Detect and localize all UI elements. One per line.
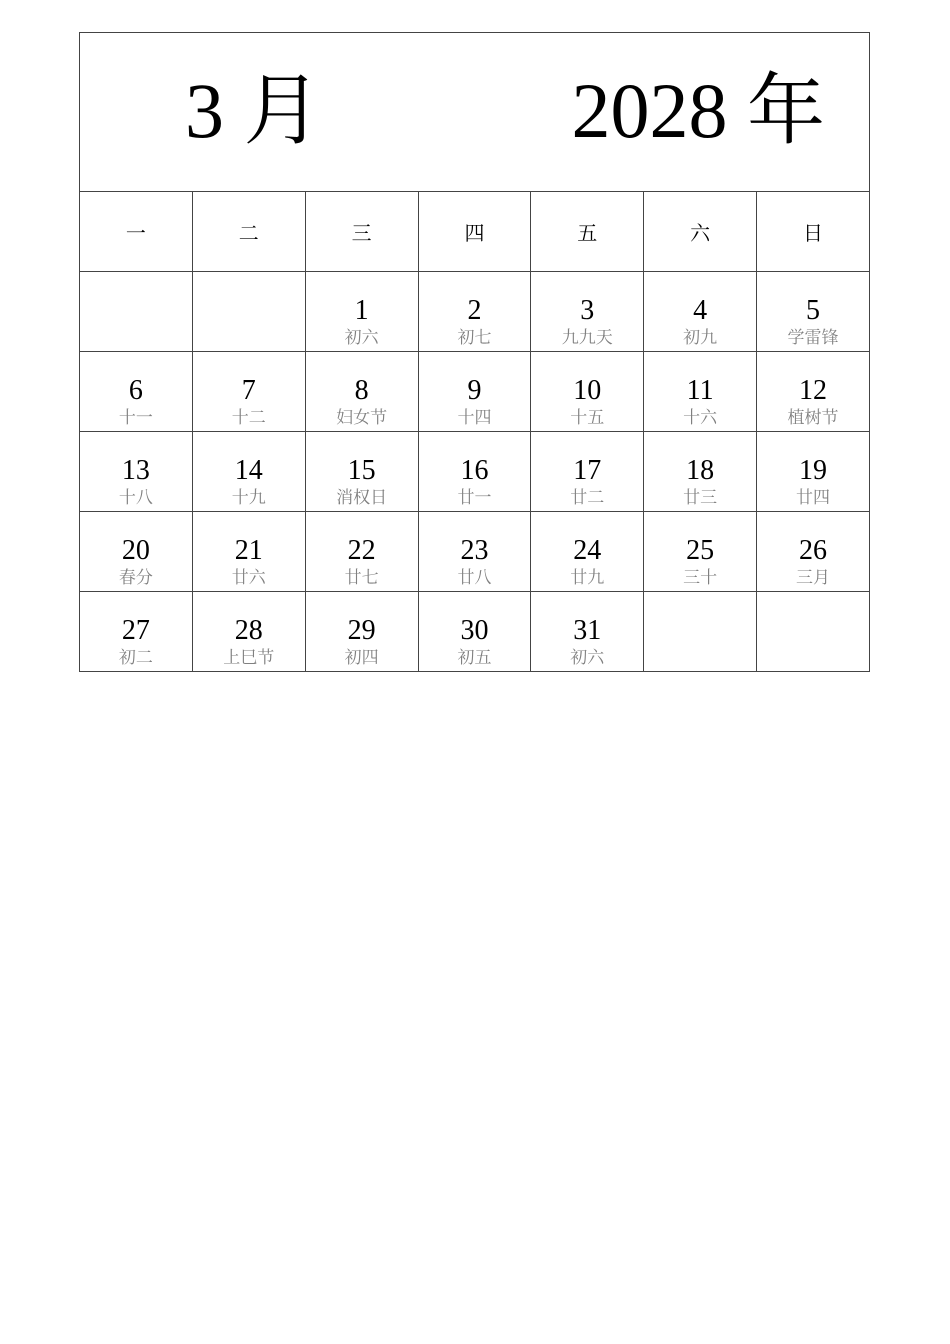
day-number: 30 [460, 615, 489, 646]
day-number: 11 [686, 375, 714, 406]
day-cell [418, 272, 531, 352]
day-number: 24 [573, 535, 602, 566]
day-number: 1 [354, 295, 369, 326]
day-number: 20 [121, 535, 150, 566]
weekday-mon: 一 [80, 192, 193, 272]
day-cell [305, 432, 418, 512]
day-number: 9 [467, 375, 482, 406]
day-cell [644, 272, 757, 352]
calendar-table [79, 32, 870, 672]
weekday-fri: 五 [531, 192, 644, 272]
lunar-date: 十一 [118, 408, 153, 428]
day-cell [644, 592, 757, 672]
lunar-date: 廿四 [796, 488, 831, 508]
day-cell [80, 512, 193, 592]
weekday-tue: 二 [192, 192, 305, 272]
day-cell [192, 432, 305, 512]
day-cell [644, 352, 757, 432]
day-cell [757, 592, 870, 672]
lunar-date: 十八 [118, 488, 153, 508]
day-cell [531, 272, 644, 352]
calendar-title [80, 33, 870, 192]
week-row [80, 592, 870, 672]
lunar-date: 初四 [344, 648, 379, 668]
day-number: 2 [467, 295, 482, 326]
day-cell [531, 432, 644, 512]
lunar-date: 廿一 [457, 488, 492, 508]
day-number: 14 [234, 455, 263, 486]
lunar-date: 九九天 [561, 328, 613, 348]
day-cell [757, 352, 870, 432]
day-number: 12 [799, 375, 828, 406]
weekday-header-row [80, 192, 870, 272]
day-cell [418, 512, 531, 592]
day-number: 21 [234, 535, 263, 566]
weekday-sat: 六 [644, 192, 757, 272]
lunar-date: 廿三 [683, 488, 718, 508]
day-number: 5 [806, 295, 821, 326]
day-cell [80, 272, 193, 352]
lunar-date: 廿九 [570, 568, 605, 588]
lunar-date: 初六 [570, 648, 605, 668]
day-number: 26 [799, 535, 828, 566]
month-label: 3 月 [185, 67, 322, 154]
day-cell [80, 432, 193, 512]
lunar-date: 十九 [231, 488, 266, 508]
week-row [80, 432, 870, 512]
day-number: 19 [799, 455, 828, 486]
day-cell [757, 512, 870, 592]
day-number: 17 [573, 455, 602, 486]
weekday-sun: 日 [757, 192, 870, 272]
lunar-date: 三月 [796, 568, 831, 588]
lunar-date: 十四 [457, 408, 492, 428]
lunar-date: 廿六 [231, 568, 266, 588]
day-number: 10 [573, 375, 602, 406]
day-number: 6 [128, 375, 143, 406]
day-cell [644, 432, 757, 512]
day-cell [192, 352, 305, 432]
lunar-date: 植树节 [787, 408, 839, 428]
day-number: 3 [580, 295, 595, 326]
day-number: 8 [354, 375, 369, 406]
day-number: 27 [121, 615, 150, 646]
day-cell [192, 512, 305, 592]
day-cell [531, 352, 644, 432]
year-label: 2028 年 [571, 67, 825, 154]
lunar-date: 消权日 [336, 488, 388, 508]
day-number: 29 [347, 615, 376, 646]
day-cell [757, 272, 870, 352]
day-number: 25 [686, 535, 715, 566]
lunar-date: 学雷锋 [787, 328, 839, 348]
week-row [80, 512, 870, 592]
day-cell [80, 592, 193, 672]
lunar-date: 初九 [683, 328, 718, 348]
day-cell [418, 592, 531, 672]
day-cell [80, 352, 193, 432]
day-cell [305, 592, 418, 672]
lunar-date: 十五 [570, 408, 605, 428]
day-cell [757, 432, 870, 512]
lunar-date: 廿二 [570, 488, 605, 508]
day-number: 16 [460, 455, 489, 486]
day-number: 22 [347, 535, 376, 566]
lunar-date: 初七 [457, 328, 492, 348]
day-cell [192, 592, 305, 672]
lunar-date: 初五 [457, 648, 492, 668]
day-cell [305, 352, 418, 432]
lunar-date: 十六 [683, 408, 718, 428]
day-cell [305, 272, 418, 352]
calendar-header-row [80, 33, 870, 192]
lunar-date: 上巳节 [223, 648, 275, 668]
lunar-date: 廿七 [344, 568, 379, 588]
day-number: 4 [693, 295, 708, 326]
day-number: 28 [234, 615, 263, 646]
lunar-date: 十二 [231, 408, 266, 428]
day-number: 31 [573, 615, 602, 646]
day-cell [531, 592, 644, 672]
lunar-date: 初二 [118, 648, 153, 668]
week-row [80, 352, 870, 432]
day-number: 23 [460, 535, 489, 566]
day-cell [418, 352, 531, 432]
day-cell [418, 432, 531, 512]
day-cell [644, 512, 757, 592]
lunar-date: 初六 [344, 328, 379, 348]
lunar-date: 妇女节 [336, 408, 388, 428]
weekday-thu: 四 [418, 192, 531, 272]
day-cell [531, 512, 644, 592]
day-cell [305, 512, 418, 592]
lunar-date: 廿八 [457, 568, 492, 588]
day-cell [192, 272, 305, 352]
weekday-wed: 三 [305, 192, 418, 272]
lunar-date: 春分 [118, 568, 153, 588]
day-number: 7 [241, 375, 256, 406]
day-number: 18 [686, 455, 715, 486]
day-number: 13 [121, 455, 150, 486]
week-row [80, 272, 870, 352]
day-number: 15 [347, 455, 376, 486]
lunar-date: 三十 [683, 568, 718, 588]
